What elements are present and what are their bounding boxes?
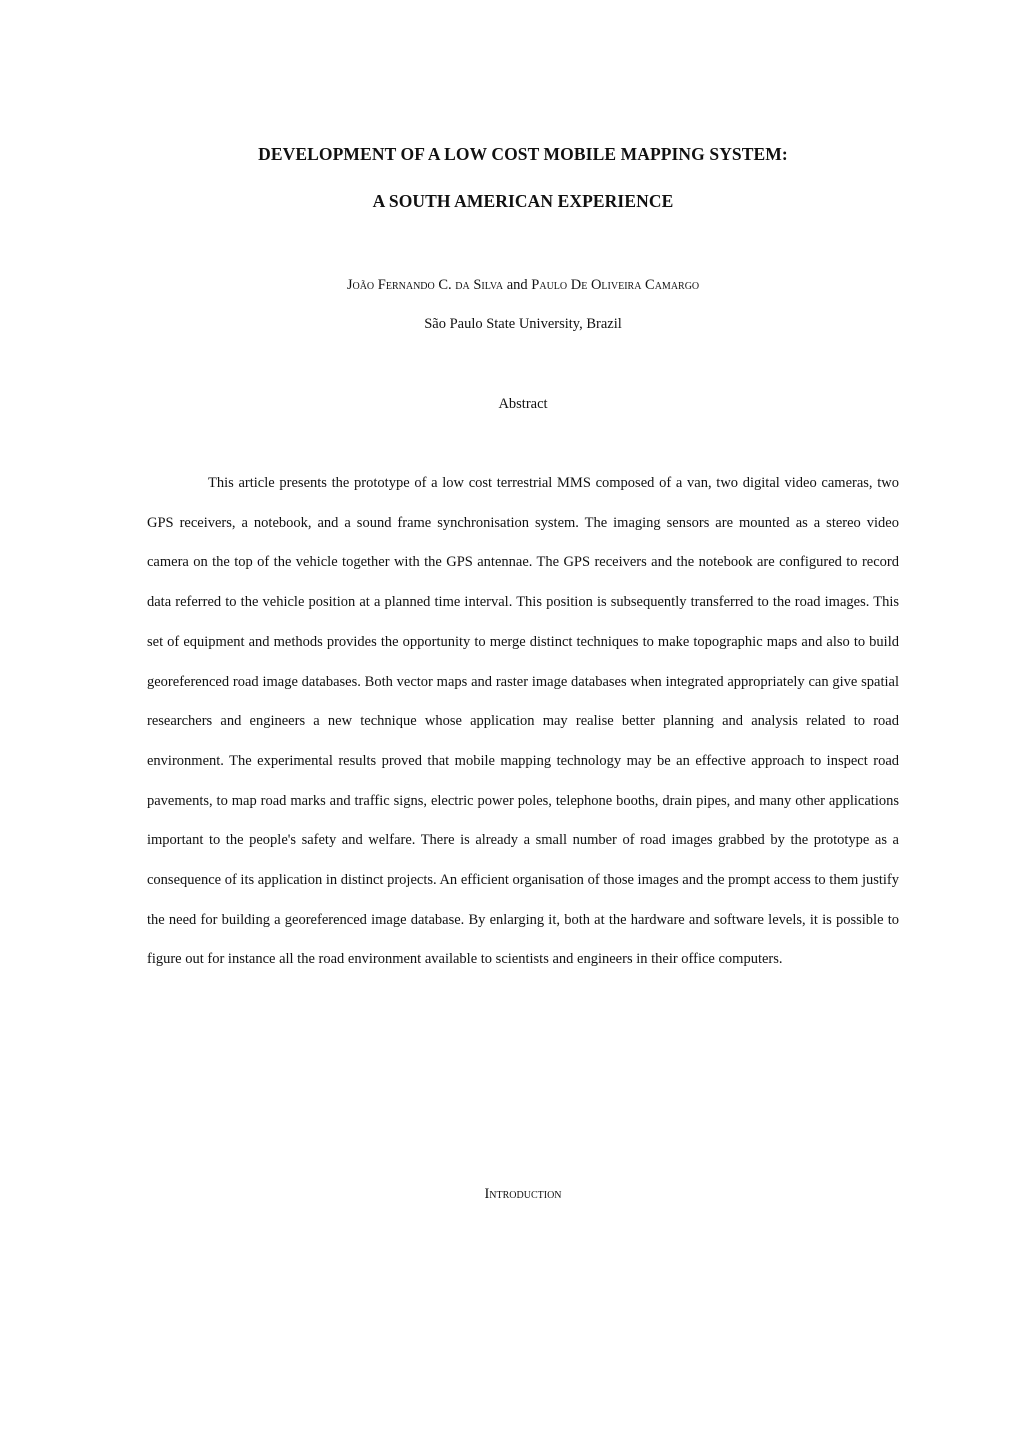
abstract-body: This article presents the prototype of a low cost terrestrial MMS composed of a van, two digital video cameras, two GPS receivers, a notebook, and a sound frame synchronisation system. The imaging sensors are mounted as a stereo video camera on the top of the vehicle together with the GPS antennae. The GPS receivers and the notebook are configured to record data referred to the vehicle position at a planned time interval. This position is subsequently transferred to the road images. This set of equipment and methods provides the opportunity to merge distinct techniques to make topographic maps and also to build georeferenced road image databases. Both vector maps and raster image databases when integrated appropriately can give spatial researchers and engineers a new technique whose application may realise better planning and analysis related to road environment. The experimental results proved that mobile mapping technology may be an effective approach to inspect road pavements, to map road marks and traffic signs, electric power poles, telephone booths, drain pipes, and many other applications important to the people's safety and welfare. There is already a small number of road images grabbed by the prototype as a consequence of its application in distinct projects. An efficient organisation of those images and the prompt access to them justify the need for building a georeferenced image database. By enlarging it, both at the hardware and software levels, it is possible to figure out for instance all the road environment available to scientists and engineers in their office computers. <box>147 475 899 968</box>
section-heading-introduction: Introduction <box>484 1186 562 1202</box>
paper-title-line-1: DEVELOPMENT OF A LOW COST MOBILE MAPPING SYSTEM: <box>258 144 788 164</box>
author-list <box>0 277 1020 294</box>
author-affiliation: São Paulo State University, Brazil <box>424 316 622 332</box>
paper-title-line-2: A SOUTH AMERICAN EXPERIENCE <box>372 191 674 211</box>
author-name-2: Paulo De Oliveira Camargo <box>531 277 700 293</box>
abstract-heading: Abstract <box>498 396 548 412</box>
author-conjunction: and <box>506 277 528 293</box>
author-name-1: João Fernando C. da Silva <box>346 277 504 293</box>
